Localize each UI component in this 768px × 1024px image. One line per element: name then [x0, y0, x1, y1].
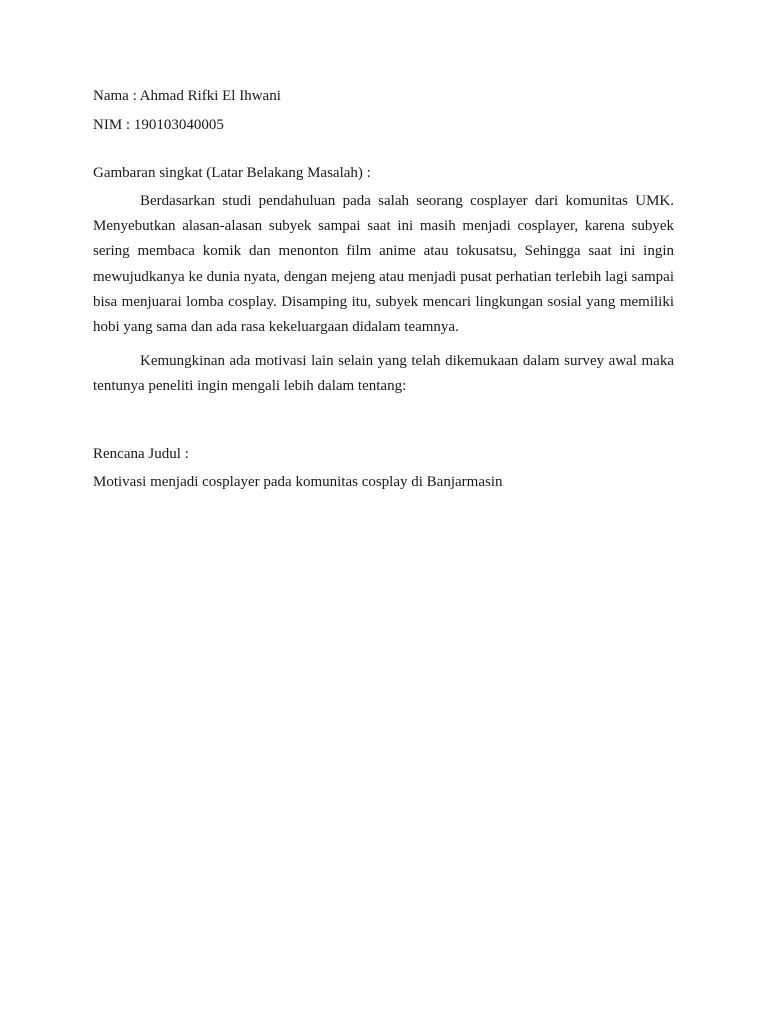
student-name: Nama : Ahmad Rifki El Ihwani	[93, 88, 281, 104]
background-paragraph-2: Kemungkinan ada motivasi lain selain yang telah dikemukaan dalam survey awal maka tentunya peneliti ingin mengali lebih dalam tentang:	[93, 353, 674, 395]
student-nim: NIM : 190103040005	[93, 117, 224, 133]
plan-title: Motivasi menjadi cosplayer pada komunitas cosplay di Banjarmasin	[93, 473, 503, 490]
plan-title-heading: Rencana Judul :	[93, 445, 189, 462]
background-paragraph-1: Berdasarkan studi pendahuluan pada salah seorang cosplayer dari komunitas UMK. Menyebutkan alasan-alasan subyek sampai saat ini masih menjadi cosplayer, karena subyek sering membaca komik dan menonton film anime atau tokusatsu, Sehingga saat ini ingin mewujudkanya ke dunia nyata, dengan mejeng atau menjadi pusat perhatian terlebih lagi sampai bisa menjuarai lomba cosplay. Disamping itu, subyek mencari lingkungan sosial yang memiliki hobi yang sama dan ada rasa kekeluargaan didalam teamnya.	[93, 193, 674, 336]
document-body	[93, 86, 674, 493]
background-heading: Gambaran singkat (Latar Belakang Masalah) :	[93, 165, 371, 181]
